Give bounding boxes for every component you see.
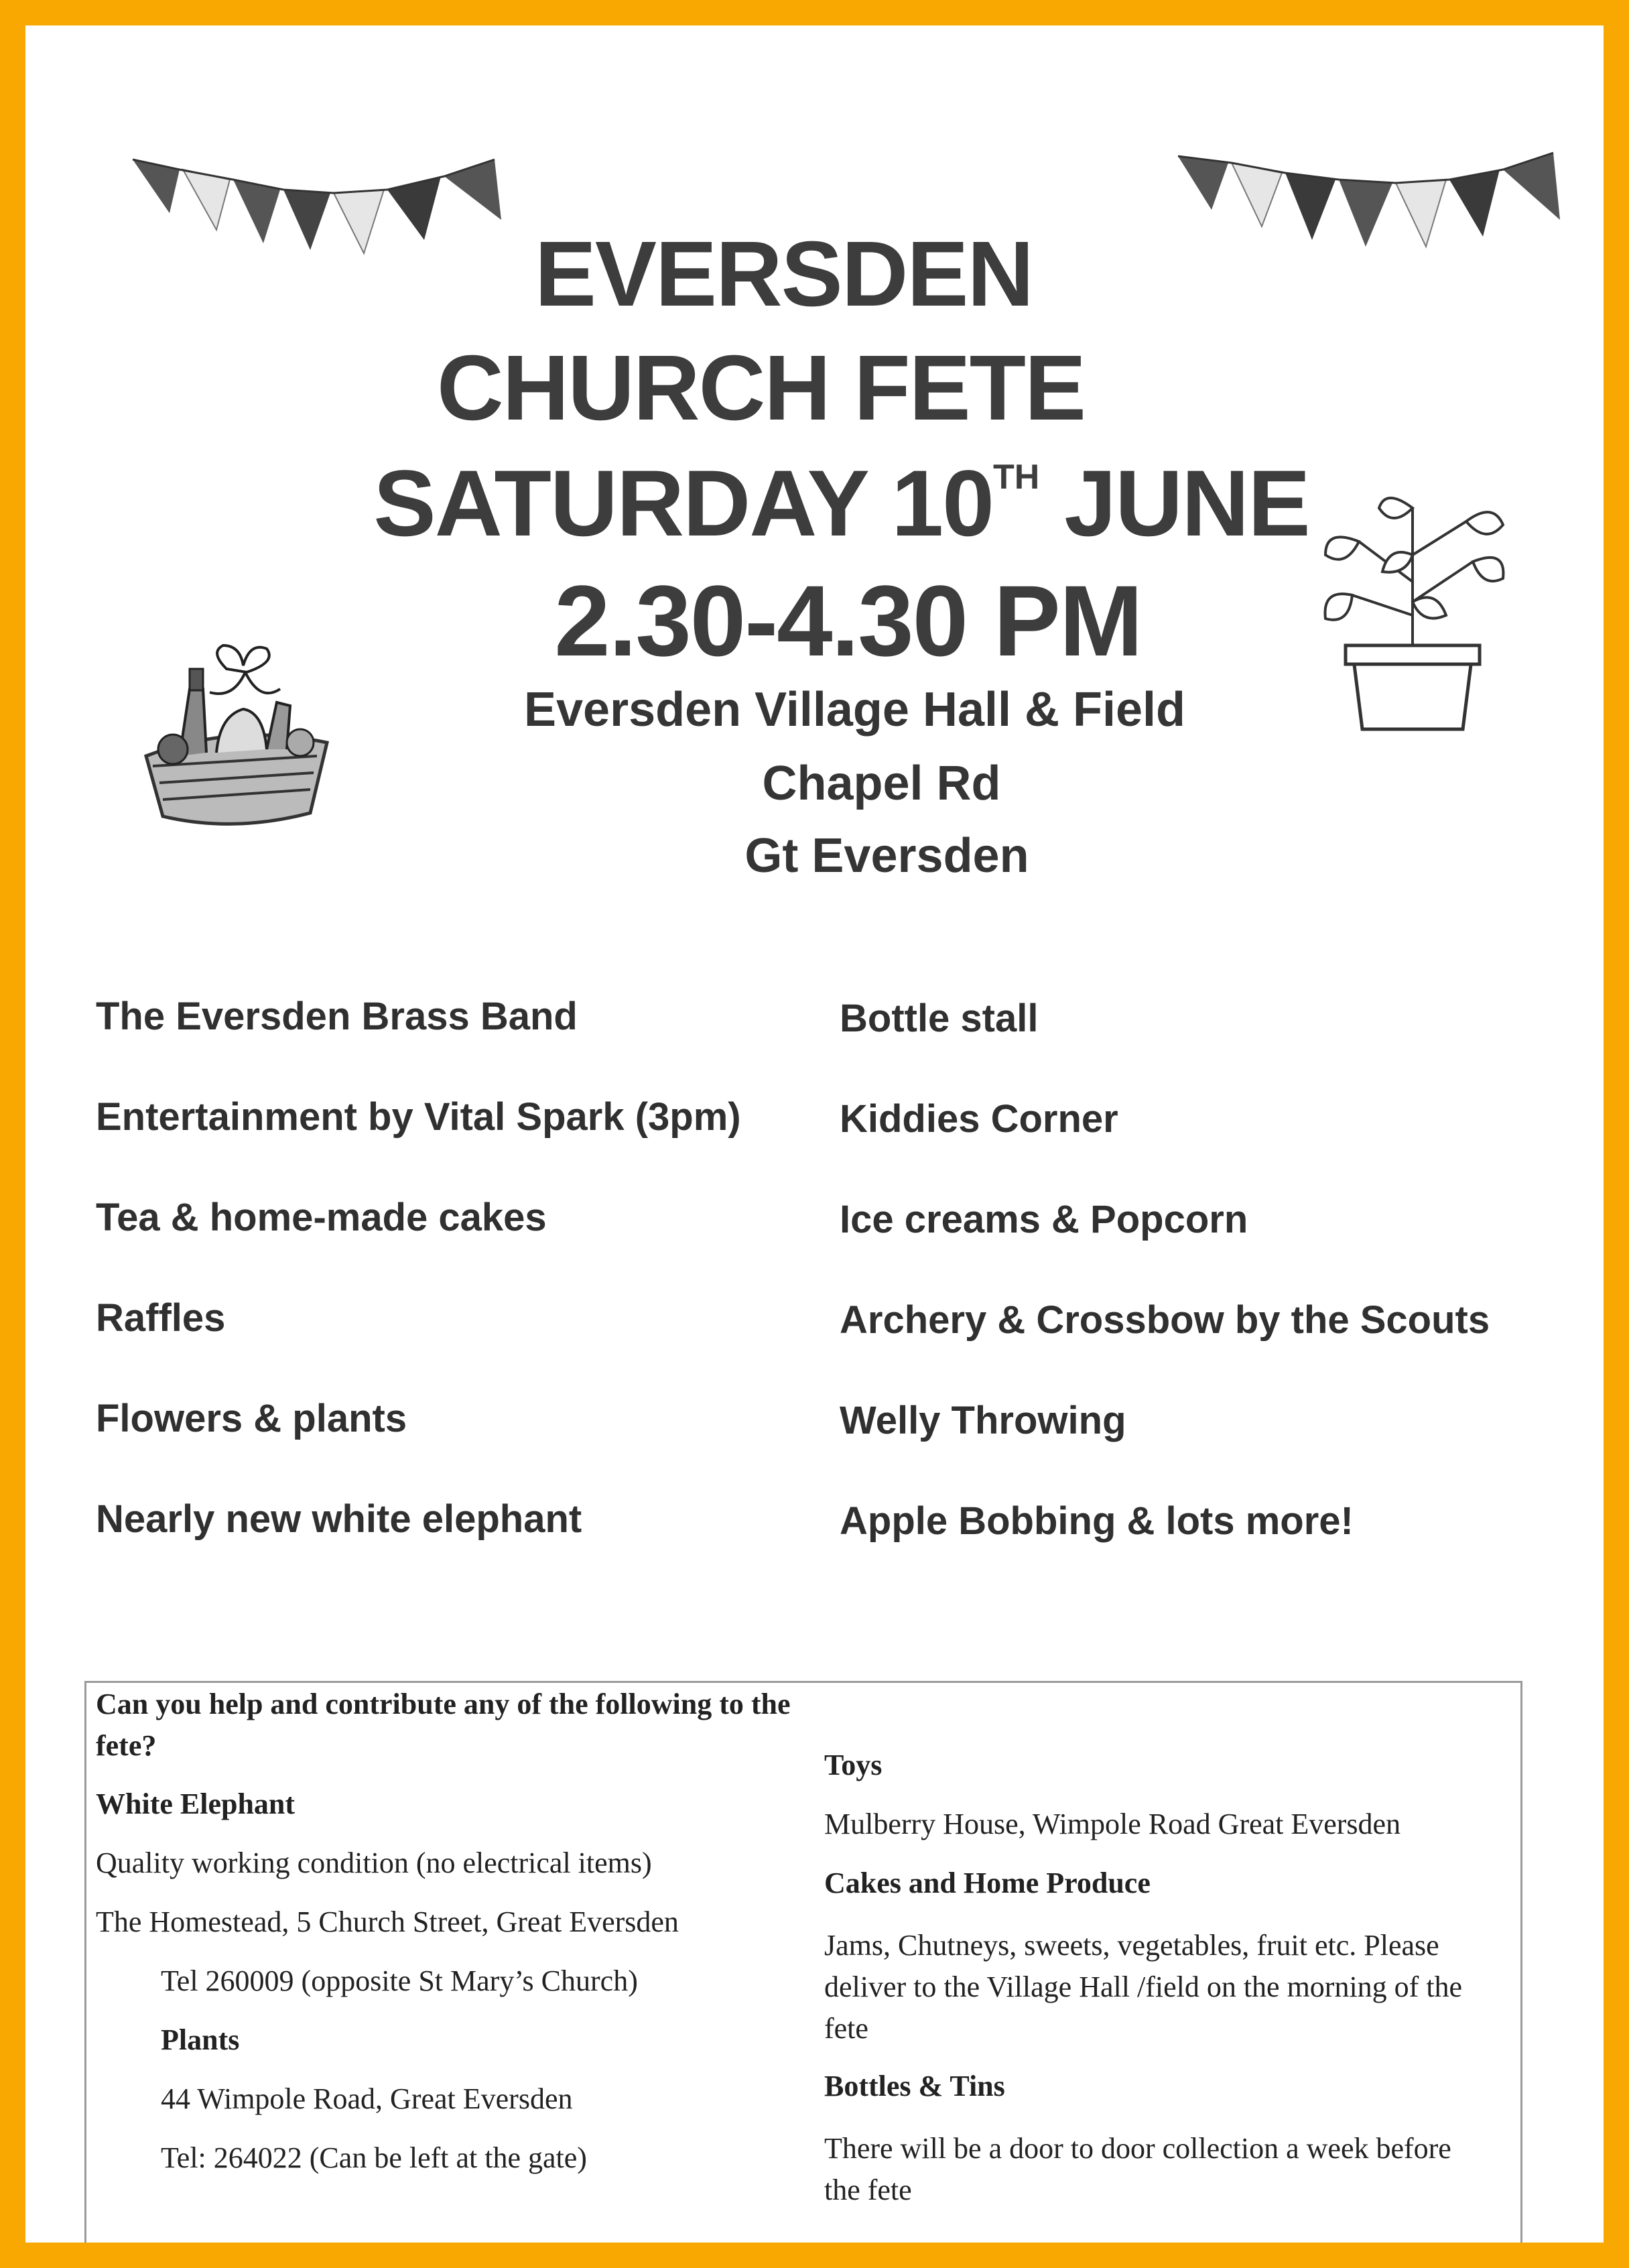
attraction-item: Archery & Crossbow by the Scouts (840, 1298, 1490, 1342)
toys-address: Mulberry House, Wimpole Road Great Eversden (824, 1808, 1401, 1840)
attraction-item: Welly Throwing (840, 1399, 1126, 1442)
attraction-item: Ice creams & Popcorn (840, 1198, 1248, 1241)
cakes-heading: Cakes and Home Produce (824, 1867, 1151, 1899)
bottles-heading: Bottles & Tins (824, 2070, 1005, 2102)
attraction-item: Kiddies Corner (840, 1097, 1118, 1141)
cakes-text: Jams, Chutneys, sweets, vegetables, fruit etc. Please deliver to the Village Hall /field on the morning of the fete (824, 1929, 1463, 2045)
event-date-main: SATURDAY 10 (373, 450, 993, 556)
white-elephant-address: The Homestead, 5 Church Street, Great Eversden (96, 1905, 679, 1938)
poster-title: EVERSDEN (534, 223, 1033, 326)
event-date-month: JUNE (1039, 450, 1309, 556)
poster-subtitle: CHURCH FETE (437, 336, 1085, 440)
attraction-item: Tea & home-made cakes (96, 1196, 547, 1239)
attraction-item: The Eversden Brass Band (96, 995, 578, 1038)
contributions-intro: Can you help and contribute any of the following to the fete? (96, 1688, 791, 1762)
event-date-suffix: TH (992, 458, 1040, 497)
white-elephant-condition: Quality working condition (no electrical items) (96, 1846, 652, 1879)
event-time: 2.30-4.30 PM (554, 564, 1142, 677)
attraction-item: Raffles (96, 1296, 226, 1340)
attraction-item: Flowers & plants (96, 1397, 407, 1440)
white-elephant-tel: Tel 260009 (opposite St Mary’s Church) (161, 1964, 638, 1997)
plants-address: 44 Wimpole Road, Great Eversden (161, 2082, 573, 2115)
plants-heading: Plants (161, 2023, 240, 2056)
bottles-text: There will be a door to door collection a week before the fete (824, 2132, 1451, 2206)
white-elephant-heading: White Elephant (96, 1787, 296, 1820)
fete-poster (25, 25, 1604, 2243)
attraction-item: Entertainment by Vital Spark (3pm) (96, 1095, 741, 1139)
plants-tel: Tel: 264022 (Can be left at the gate) (161, 2141, 587, 2174)
venue-name: Eversden Village Hall & Field (523, 683, 1186, 737)
attraction-item: Apple Bobbing & lots more! (840, 1499, 1354, 1543)
attraction-item: Nearly new white elephant (96, 1497, 582, 1541)
attraction-item: Bottle stall (840, 997, 1039, 1040)
toys-heading: Toys (824, 1749, 883, 1781)
venue-street: Chapel Rd (762, 757, 1001, 810)
venue-town: Gt Eversden (744, 829, 1029, 883)
